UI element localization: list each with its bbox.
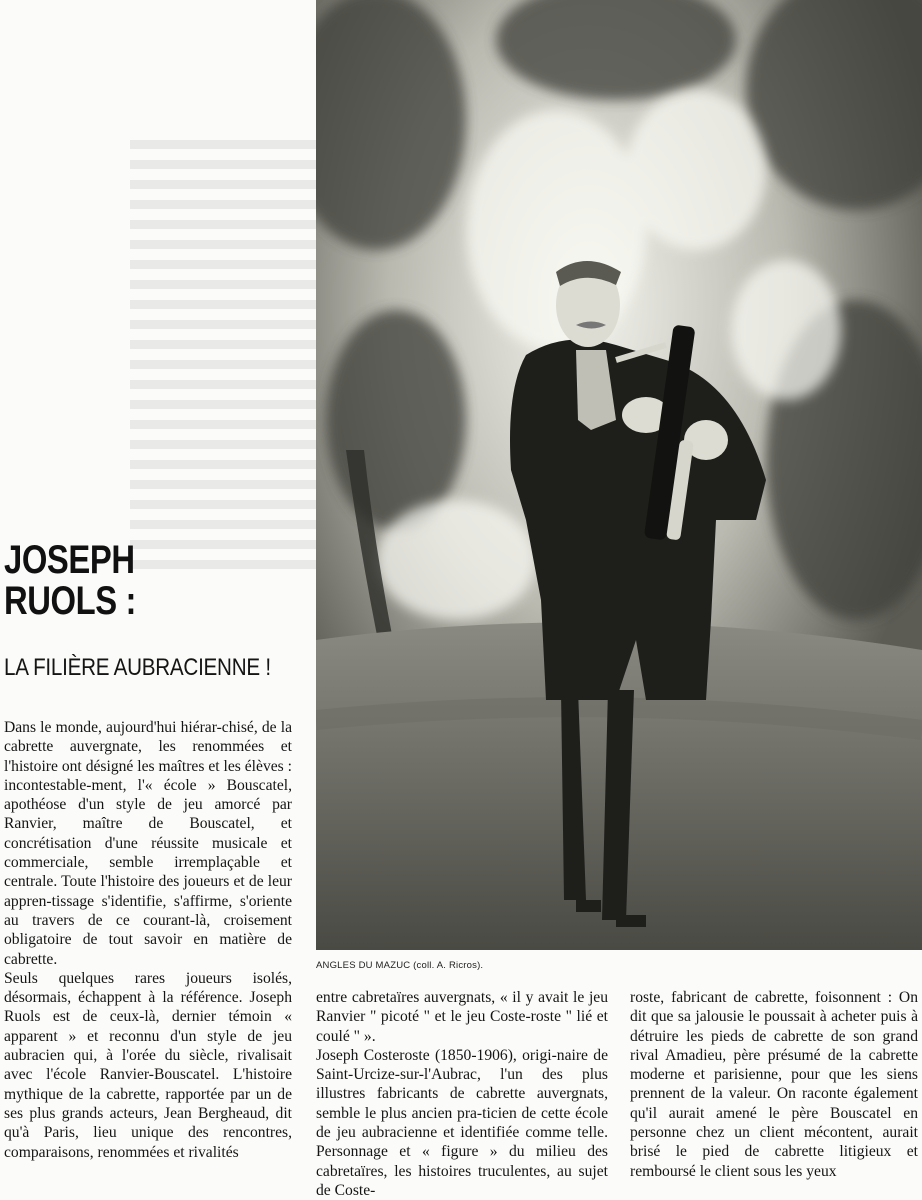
show-through-text <box>130 140 316 580</box>
paragraph: Joseph Costeroste (1850-1906), origi-naire de Saint-Urcize-sur-l'Aubrac, l'un des plus illustres fabricants de cabrette auvergnats, semble le plus ancien pra-ticien de cette école de jeu aubracienne et identifiée comme telle. Personnage et « figure » du milieu des cabretaïres, les histoires truculentes, au sujet de Coste- <box>316 1046 608 1199</box>
paragraph: entre cabretaïres auvergnats, « il y avait le jeu Ranvier " picoté " et le jeu Coste-roste " lié et coulé " ». <box>316 989 608 1045</box>
photo-caption: ANGLES DU MAZUC (coll. A. Ricros). <box>316 960 484 971</box>
text-column-3 <box>630 988 918 1181</box>
paragraph: roste, fabricant de cabrette, foisonnent : On dit que sa jalousie le poussait à acheter puis à détruire les pieds de cabrette de son grand rival Amadieu, père présumé de la cabrette moderne et parisienne, pour que les siens prennent de la valeur. On raconte également qu'il aurait amené le père Bouscatel en personne chez un client mécontent, aurait brisé le pied de cabrette litigieux et remboursé le client sous les yeux <box>630 989 918 1180</box>
article-subtitle: LA FILIÈRE AUBRACIENNE ! <box>4 654 271 681</box>
article-title <box>4 540 136 622</box>
paragraph: Seuls quelques rares joueurs isolés, désormais, échappent à la référence. Joseph Ruols est de ceux-là, dernier témoin « apparent » et reconnu d'un style de jeu aubracien qui, à l'orée du siècle, rivalisait avec l'école Ranvier-Bouscatel. L'histoire mythique de la cabrette, rapportée par un de ses plus grands acteurs, Jean Bergheaud, dit qu'à Paris, lieu unique des rencontres, comparaisons, renommées et rivalités <box>4 969 292 1161</box>
title-line-2: RUOLS : <box>4 579 136 623</box>
text-column-1 <box>4 718 292 1162</box>
text-column-2 <box>316 988 608 1200</box>
title-line-1: JOSEPH <box>4 538 135 582</box>
paragraph: Dans le monde, aujourd'hui hiérar-chisé, de la cabrette auvergnate, les renommées et l'histoire ont désigné les maîtres et les élèves : incontestable-ment, l'« école » Bouscatel, apothéose d'un style de jeu amorcé par Ranvier, maître de Bouscatel, et concrétisation d'une réussite musicale et commerciale, semble irremplaçable et centrale. Toute l'histoire des joueurs et de leur appren-tissage s'identifie, s'affirme, s'oriente au travers de ce courant-là, croisement obligatoire de tout savoir en matière de cabrette. <box>4 719 292 968</box>
photo-illustration <box>316 0 922 950</box>
portrait-photo <box>316 0 922 950</box>
